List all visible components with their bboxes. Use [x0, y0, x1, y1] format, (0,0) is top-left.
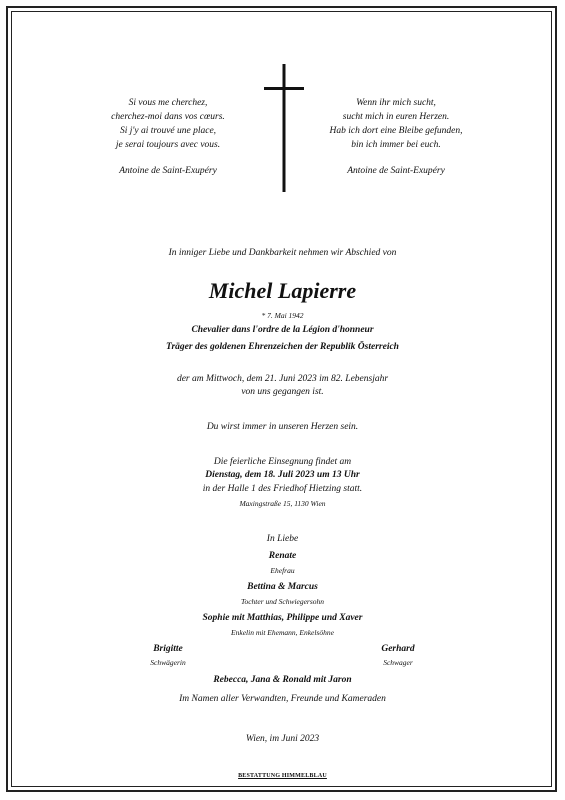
poem-line: Hab ich dort eine Bleibe gefunden,	[329, 126, 463, 136]
mourners-heading: In Liebe	[266, 534, 299, 544]
mourner-relation: Tochter und Schwiegersohn	[240, 597, 325, 606]
place-date: Wien, im Juni 2023	[245, 734, 320, 744]
mourner-name: Renate	[268, 551, 297, 561]
intro-text: In inniger Liebe und Dankbarkeit nehmen wir Abschied von	[168, 248, 397, 258]
poem-line: je serai toujours avec vous.	[115, 140, 221, 150]
mourner-relation: Schwägerin	[150, 658, 186, 667]
mourner-name: Sophie mit Matthias, Philippe und Xaver	[202, 613, 363, 623]
birth-date: * 7. Mai 1942	[261, 311, 304, 320]
deceased-name: Michel Lapierre	[208, 278, 357, 303]
poem-author: Antoine de Saint-Exupéry	[119, 166, 217, 176]
mourner-relation: Schwager	[383, 658, 413, 667]
ceremony-date: Dienstag, dem 18. Juli 2023 um 13 Uhr	[205, 470, 360, 480]
ceremony-location: in der Halle 1 des Friedhof Hietzing statt.	[202, 484, 363, 494]
poem-french	[68, 96, 268, 178]
poem-line: sucht mich in euren Herzen.	[342, 112, 450, 122]
honor-title-2: Träger des goldenen Ehrenzeichen der Republik Österreich	[166, 342, 399, 352]
honor-title-1: Chevalier dans l'ordre de la Légion d'honneur	[191, 325, 374, 335]
poem-german	[296, 96, 496, 178]
poem-line: Wenn ihr mich sucht,	[356, 98, 436, 108]
mourner-relation: Ehefrau	[270, 566, 295, 575]
poem-author: Antoine de Saint-Exupéry	[347, 166, 445, 176]
mourner-name: Gerhard	[381, 644, 415, 654]
death-line-1: der am Mittwoch, dem 21. Juni 2023 im 82. Lebensjahr	[176, 374, 389, 384]
cross-icon	[264, 64, 304, 192]
ceremony-line-1: Die feierliche Einsegnung findet am	[213, 457, 352, 467]
mourners-closing: Im Namen aller Verwandten, Freunde und Kameraden	[179, 694, 386, 704]
poem-line: bin ich immer bei euch.	[351, 140, 441, 150]
mourner-name: Bettina & Marcus	[247, 582, 318, 592]
poem-line: Si vous me cherchez,	[128, 98, 208, 108]
poem-line: cherchez-moi dans vos cœurs.	[111, 112, 225, 122]
poem-line: Si j'y ai trouvé une place,	[119, 126, 217, 136]
mourner-name: Brigitte	[153, 644, 183, 654]
funeral-home: BESTATTUNG HIMMELBLAU	[238, 773, 327, 779]
motto: Du wirst immer in unseren Herzen sein.	[206, 422, 359, 432]
death-line-2: von uns gegangen ist.	[241, 387, 324, 397]
ceremony-address: Maxingstraße 15, 1130 Wien	[239, 499, 326, 508]
mourner-relation: Enkelin mit Ehemann, Enkelsöhne	[231, 628, 334, 637]
mourner-name: Rebecca, Jana & Ronald mit Jaron	[213, 675, 352, 685]
